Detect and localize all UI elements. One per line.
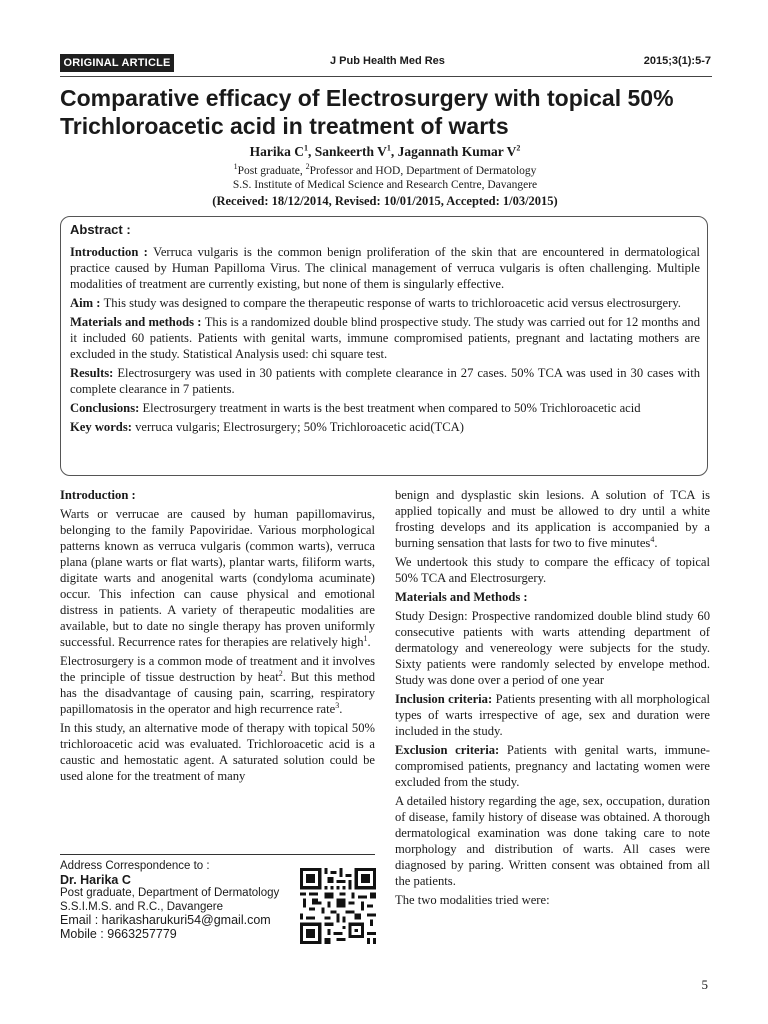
abstract-conclusions-text: Electrosurgery treatment in warts is the best treatment when compared to 50% Trichloroacetic acid <box>142 401 641 415</box>
intro-p2-ref-2: 3 <box>335 700 340 710</box>
methods-heading: Materials and Methods : <box>395 590 528 604</box>
intro-paragraph-3: In this study, an alternative mode of therapy with topical 50% trichloroacetic acid was evaluated. Trichloroacetic acid is a caustic and hemostatic agent. A saturated solution could be used alone for the treatment of many <box>60 721 375 783</box>
inclusion-criteria <box>395 691 710 739</box>
right-column <box>395 487 710 911</box>
author-3: Jagannath Kumar V <box>397 144 517 159</box>
address-line-1: Post graduate, Department of Dermatology <box>60 887 280 899</box>
author-3-sup: 2 <box>516 143 521 153</box>
intro-p2-text-b: . But this method has the disadvantage of causing pain, scarring, respiratory papillomatosis in the operator and high recurrence rate <box>60 670 375 716</box>
abstract-methods-text: This is a randomized double blind prospective study. The study was carried out for 12 months and it included 60 patients. Patients with genital warts, immune compromised patients, pregnant and lactating mothers are excluded in the study. Statistical Analysis used: chi square test. <box>70 315 701 361</box>
inclusion-label: Inclusion criteria: <box>395 692 493 706</box>
abstract-keywords <box>70 419 700 435</box>
abstract-methods <box>70 314 700 362</box>
affiliation-line-2: S.S. Institute of Medical Science and Research Centre, Davangere <box>232 179 538 191</box>
inclusion-text: Patients presenting with all morphological types of warts irrespective of age, sex and duration were included in the study. <box>395 692 710 738</box>
article-title <box>60 84 720 140</box>
affiliation-line-1 <box>60 164 710 178</box>
author-2-sup: 1 <box>386 143 391 153</box>
abstract-introduction <box>70 244 700 292</box>
citation: 2015;3(1):5-7 <box>643 55 711 67</box>
author-1: Harika C <box>249 144 304 159</box>
address-rule <box>60 854 375 855</box>
abstract-conclusions-label: Conclusions: <box>70 401 143 415</box>
abstract-results <box>70 365 700 397</box>
intro-p2-ref-1: 2 <box>278 668 283 678</box>
intro-paragraph-2: Electrosurgery is a common mode of treatment and it involves the principle of tissue destruction by heat$^2$. But this method has the disadvantage of causing pain, scarring, respiratory papillomatosis in the operator and high recurrence rate$^3$. <box>60 654 375 716</box>
abstract-results-text: Electrosurgery was used in 30 patients with complete clearance in 27 cases. 50% TCA was used in 30 cases with complete clearance in 7 patients. <box>70 366 700 396</box>
abstract-intro-text: Verruca vulgaris is the common benign proliferation of the skin that are encountered in dermatological practice caused by Human Papilloma Virus. The clinical management of verruca vulgaris is often challenging. Multiple modalities of treatment are currently existing, but none of them is singularly effective. <box>70 245 701 291</box>
exclusion-criteria <box>395 742 710 790</box>
abstract-aim <box>70 295 700 311</box>
abstract-conclusions <box>70 400 700 416</box>
authors: Harika $C^1$, Sankeerth $V^1$, Jagannath Kumar $V^2$ <box>249 143 521 159</box>
aff-sup-1: 1 <box>233 162 238 172</box>
introduction-heading: Introduction : <box>60 488 136 502</box>
abstract-keywords-label: Key words: <box>70 420 136 434</box>
left-column <box>60 487 375 787</box>
address-block <box>60 860 279 941</box>
intro-paragraph-1: Warts or verrucae are caused by human papillomavirus, belonging to the family Papoviridae. Various morphological patterns known as verruca vulgaris (common warts), verruca plana (plane warts or flat warts), plantar warts, filiform warts, digitate warts and anogenital warts (condyloma acuminate) occur. This infection can cause physical and emotional distress in patients. A variety of therapeutic modalities are available, but to date no single therapy has proven uniformly successful. Recurrence rates for therapies are relatively high$^1$. <box>60 507 375 649</box>
modalities-paragraph: The two modalities tried were: <box>395 893 550 907</box>
article-dates: (Received: 18/12/2014, Revised: 10/01/2015, Accepted: 1/03/2015) <box>212 194 558 208</box>
abstract-aim-label: Aim : <box>70 296 104 310</box>
abstract-methods-label: Materials and methods : <box>70 315 205 329</box>
abstract-heading: Abstract : <box>70 222 131 237</box>
study-design-paragraph: Study Design: Prospective randomized double blind study 60 consecutive patients with warts attending department of dermatology and venereology were subjects for the study. Sixty patients were randomly selected by envelope method. Study was done over a period of one year <box>395 609 710 687</box>
qr-code-icon <box>300 868 376 944</box>
abstract-body <box>70 244 700 438</box>
right-p1-ref: 4 <box>650 534 655 544</box>
exclusion-text: Patients with genital warts, immune-compromised patients, pregnancy and lactating women were excluded from the study. <box>395 743 710 789</box>
aff-part-2: Professor and HOD, Department of Dermatology <box>309 165 537 177</box>
intro-p1-ref: 1 <box>363 633 368 643</box>
correspondent-email: Email : harikasharukuri54@gmail.com <box>60 913 271 927</box>
author-1-sup: 1 <box>303 143 308 153</box>
intro-p2-text-a: Electrosurgery is a common mode of treatment and it involves the principle of tissue destruction by heat <box>60 654 375 684</box>
abstract-keywords-text: verruca vulgaris; Electrosurgery; 50% Trichloroacetic acid(TCA) <box>135 420 464 434</box>
right-paragraph-1: benign and dysplastic skin lesions. A solution of TCA is applied topically and must be allowed to dry until a white frosting develops and its application is accompanied by a burning sensation that lasts for two to five minutes$^4$. <box>395 488 710 550</box>
correspondent-name: Dr. Harika C <box>60 872 131 887</box>
intro-p1-text: Warts or verrucae are caused by human papillomavirus, belonging to the family Papoviridae. Various morphological patterns known as verruca vulgaris (common warts), verruca plana (plane warts or flat warts), plantar warts, filiform warts, digitate warts and anogenital warts (condyloma acuminate) occur. This infection can cause physical and emotional distress in patients. A variety of therapeutic modalities are available, but to date no single therapy has proven uniformly successful. Recurrence rates for therapies are relatively high <box>60 507 375 649</box>
title-line-1: Comparative efficacy of Electrosurgery with topical 50% <box>60 85 674 111</box>
aff-part-1: Post graduate, <box>237 165 306 177</box>
aff-sup-2: 2 <box>305 162 310 172</box>
author-2: Sankeerth V <box>314 144 387 159</box>
article-type-badge: ORIGINAL ARTICLE <box>60 54 174 72</box>
header-rule <box>60 76 712 77</box>
title-line-2: Trichloroacetic acid in treatment of warts <box>60 113 509 139</box>
abstract-results-label: Results: <box>70 366 118 380</box>
address-line-2: S.S.I.M.S. and R.C., Davangere <box>60 900 223 913</box>
abstract-intro-label: Introduction : <box>70 245 154 259</box>
abstract-aim-text: This study was designed to compare the therapeutic response of warts to trichloroacetic acid versus electrosurgery. <box>103 296 681 310</box>
address-heading: Address Correspondence to : <box>60 860 210 872</box>
correspondent-mobile: Mobile : 9663257779 <box>60 926 177 941</box>
journal-name: J Pub Health Med Res <box>330 55 445 67</box>
page-number: 5 <box>701 977 708 992</box>
right-p1-text: benign and dysplastic skin lesions. A solution of TCA is applied topically and must be allowed to dry until a white frosting develops and its application is accompanied by a burning sensation that lasts for two to five minutes <box>395 488 710 550</box>
right-paragraph-2: We undertook this study to compare the efficacy of topical 50% TCA and Electrosurgery. <box>395 555 710 585</box>
exclusion-label: Exclusion criteria: <box>395 743 500 757</box>
history-paragraph: A detailed history regarding the age, sex, occupation, duration of disease, family history of disease was obtained. A thorough dermatological examination was done taking care to note morphology and distribution of warts. All cases were diagnosed by paring. Written consent was obtained from all the patients. <box>395 794 710 888</box>
